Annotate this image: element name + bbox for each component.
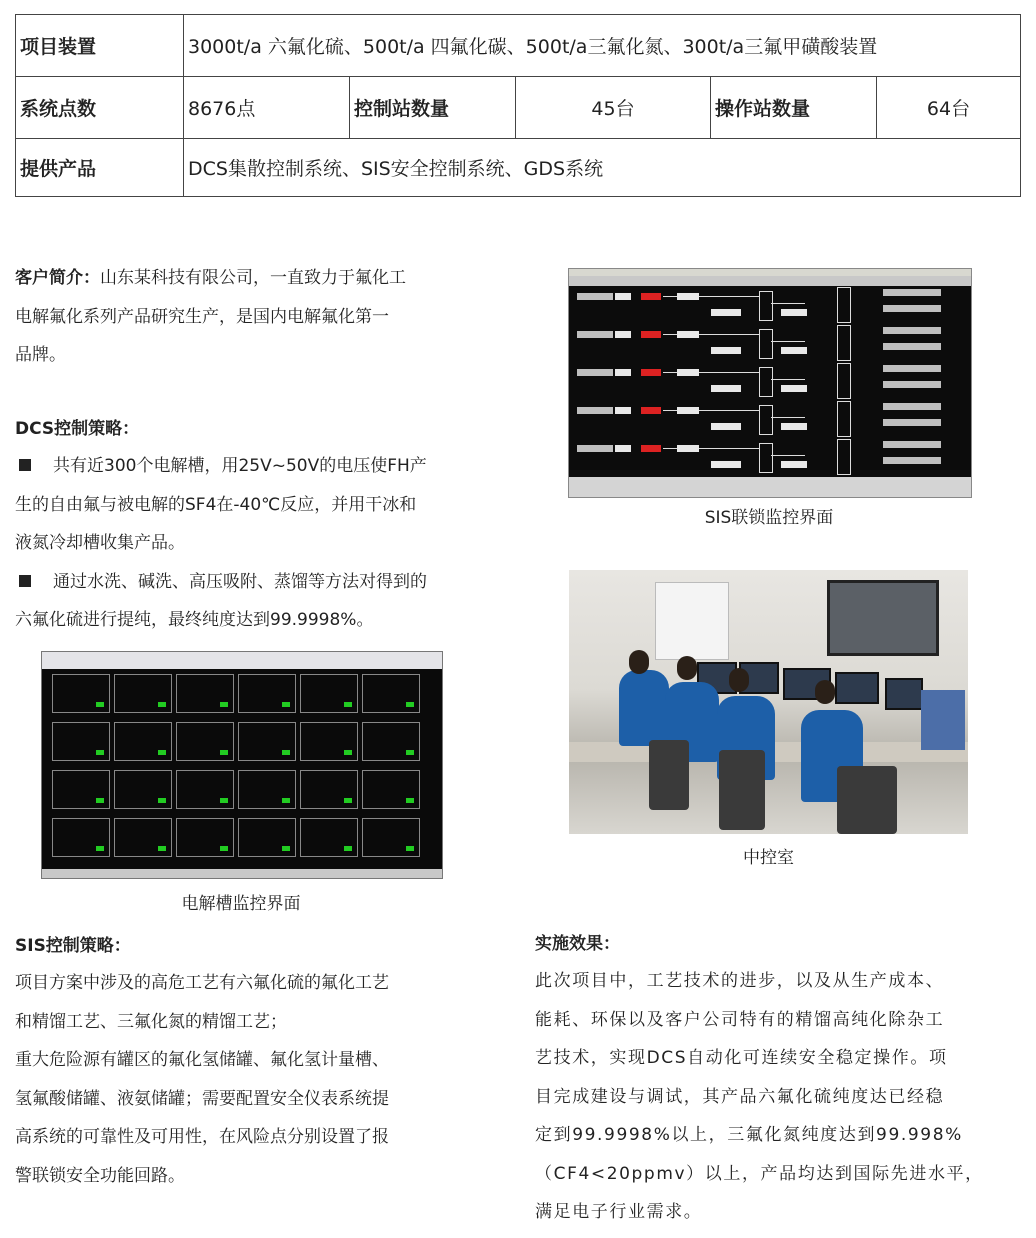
intro-line: 电解氟化系列产品研究生产，是国内电解氟化第一 bbox=[15, 306, 389, 327]
control-room-photo bbox=[569, 570, 968, 834]
sis-heading: SIS控制策略： bbox=[15, 936, 131, 956]
sis-line: 高系统的可靠性及可用性，在风险点分别设置了报 bbox=[15, 1127, 389, 1147]
effect-line: 满足电子行业需求。 bbox=[535, 1202, 703, 1222]
dcs-heading: DCS控制策略： bbox=[15, 419, 140, 439]
label-control-stations: 控制站数量 bbox=[350, 77, 516, 139]
value-system-points: 8676点 bbox=[184, 77, 350, 139]
value-operator-stations: 64台 bbox=[877, 77, 1021, 139]
sis-line: 警联锁安全功能回路。 bbox=[15, 1165, 185, 1186]
sis-strategy bbox=[15, 964, 485, 1195]
effect-line: 此次项目中，工艺技术的进步，以及从生产成本、 bbox=[535, 971, 945, 991]
sis-interlock-screenshot bbox=[568, 268, 972, 498]
cell-screen-caption: 电解槽监控界面 bbox=[181, 894, 301, 914]
dcs-line: 生的自由氟与被电解的SF4在-40℃反应，并用干冰和 bbox=[15, 494, 417, 515]
effect-line: （CF4<20ppmv）以上，产品均达到国际先进水平， bbox=[535, 1163, 984, 1184]
bullet-square-icon bbox=[19, 575, 31, 587]
table-row bbox=[16, 139, 1021, 197]
intro-label: 客户简介： bbox=[15, 268, 100, 288]
sis-line: 和精馏工艺、三氟化氮的精馏工艺； bbox=[15, 1011, 287, 1032]
value-control-stations: 45台 bbox=[516, 77, 711, 139]
project-info-table bbox=[15, 14, 1021, 197]
effect-line: 艺技术，实现DCS自动化可连续安全稳定操作。项 bbox=[535, 1048, 948, 1068]
effect-heading: 实施效果： bbox=[535, 934, 620, 954]
bullet-square-icon bbox=[19, 459, 31, 471]
dcs-strategy bbox=[15, 447, 485, 640]
sis-line: 氢氟酸储罐、液氨储罐；需要配置安全仪表系统提 bbox=[15, 1088, 389, 1109]
table-row bbox=[16, 15, 1021, 77]
value-products: DCS集散控制系统、SIS安全控制系统、GDS系统 bbox=[184, 139, 1021, 197]
sis-line: 重大危险源有罐区的氟化氢储罐、氟化氢计量槽、 bbox=[15, 1050, 389, 1070]
label-system-points: 系统点数 bbox=[16, 77, 184, 139]
intro-line: 品牌。 bbox=[15, 345, 66, 365]
table-row bbox=[16, 77, 1021, 139]
effect-line: 能耗、环保以及客户公司特有的精馏高纯化除杂工 bbox=[535, 1009, 945, 1030]
dcs-line: 六氟化硫进行提纯，最终纯度达到99.9998%。 bbox=[15, 610, 374, 630]
control-room-caption: 中控室 bbox=[743, 848, 794, 868]
customer-intro bbox=[15, 259, 485, 375]
dcs-line: 通过水洗、碱洗、高压吸附、蒸馏等方法对得到的 bbox=[53, 571, 427, 592]
label-project-device: 项目装置 bbox=[16, 15, 184, 77]
value-project-device: 3000t/a 六氟化硫、500t/a 四氟化碳、500t/a三氟化氮、300t/a三氟甲磺酸装置 bbox=[184, 15, 1021, 77]
dcs-line: 共有近300个电解槽，用25V~50V的电压使FH产 bbox=[53, 456, 427, 476]
label-products: 提供产品 bbox=[16, 139, 184, 197]
effect-line: 定到99.9998%以上，三氟化氮纯度达到99.998% bbox=[535, 1125, 963, 1145]
label-operator-stations: 操作站数量 bbox=[711, 77, 877, 139]
sis-screen-caption: SIS联锁监控界面 bbox=[704, 508, 834, 528]
effect-text bbox=[535, 962, 1025, 1232]
sis-line: 项目方案中涉及的高危工艺有六氟化硫的氟化工艺 bbox=[15, 973, 389, 993]
dcs-line: 液氮冷却槽收集产品。 bbox=[15, 533, 185, 553]
effect-line: 目完成建设与调试，其产品六氟化硫纯度达已经稳 bbox=[535, 1086, 945, 1107]
intro-line: 山东某科技有限公司，一直致力于氟化工 bbox=[100, 268, 406, 288]
cell-monitor-screenshot bbox=[41, 651, 443, 879]
